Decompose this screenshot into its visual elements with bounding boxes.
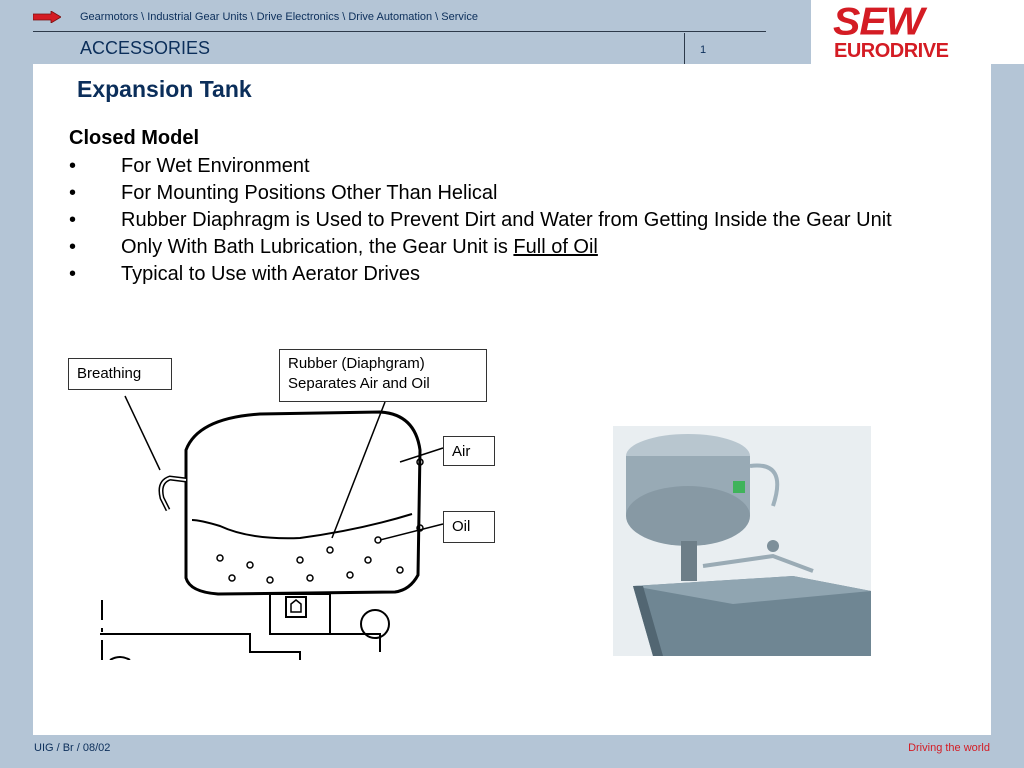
callout-rubber-diaphragm: Rubber (Diaphgram) Separates Air and Oil — [279, 349, 487, 402]
section-title: ACCESSORIES — [80, 38, 211, 58]
callout-oil: Oil — [443, 511, 495, 543]
bullet-item: • Typical to Use with Aerator Drives — [69, 263, 420, 285]
sew-eurodrive-logo — [811, 0, 1024, 64]
expansion-tank-photo — [613, 426, 871, 656]
logo-sew-text: SEW — [833, 0, 924, 43]
callout-air: Air — [443, 436, 495, 466]
subheading: Closed Model — [69, 127, 200, 149]
bullet-item: • Rubber Diaphragm is Used to Prevent Dirt and Water from Getting Inside the Gear Unit — [69, 209, 892, 231]
bullet-list — [69, 153, 969, 288]
header-divider — [684, 33, 685, 64]
footer-left: UIG / Br / 08/02 — [34, 742, 111, 754]
page-number: 1 — [700, 44, 707, 56]
callout-breathing: Breathing — [68, 358, 172, 390]
footer-tagline: Driving the world — [908, 742, 990, 754]
header-bar — [0, 0, 811, 64]
right-arrow-icon — [33, 11, 61, 23]
slide-content — [33, 64, 991, 735]
expansion-tank-diagram — [100, 390, 600, 660]
bullet-item: • For Wet Environment — [69, 155, 310, 177]
full-of-oil-underlined: Full of Oil — [513, 236, 598, 258]
breadcrumb: Gearmotors \ Industrial Gear Units \ Drive Electronics \ Drive Automation \ Service — [80, 11, 478, 23]
header-rule — [33, 31, 766, 32]
bullet-item: • Only With Bath Lubrication, the Gear Unit is Full of Oil — [69, 236, 598, 258]
bullet-item: • For Mounting Positions Other Than Helical — [69, 182, 498, 204]
logo-eurodrive-text: EURODRIVE — [834, 40, 949, 62]
slide-title: Expansion Tank — [77, 76, 252, 102]
